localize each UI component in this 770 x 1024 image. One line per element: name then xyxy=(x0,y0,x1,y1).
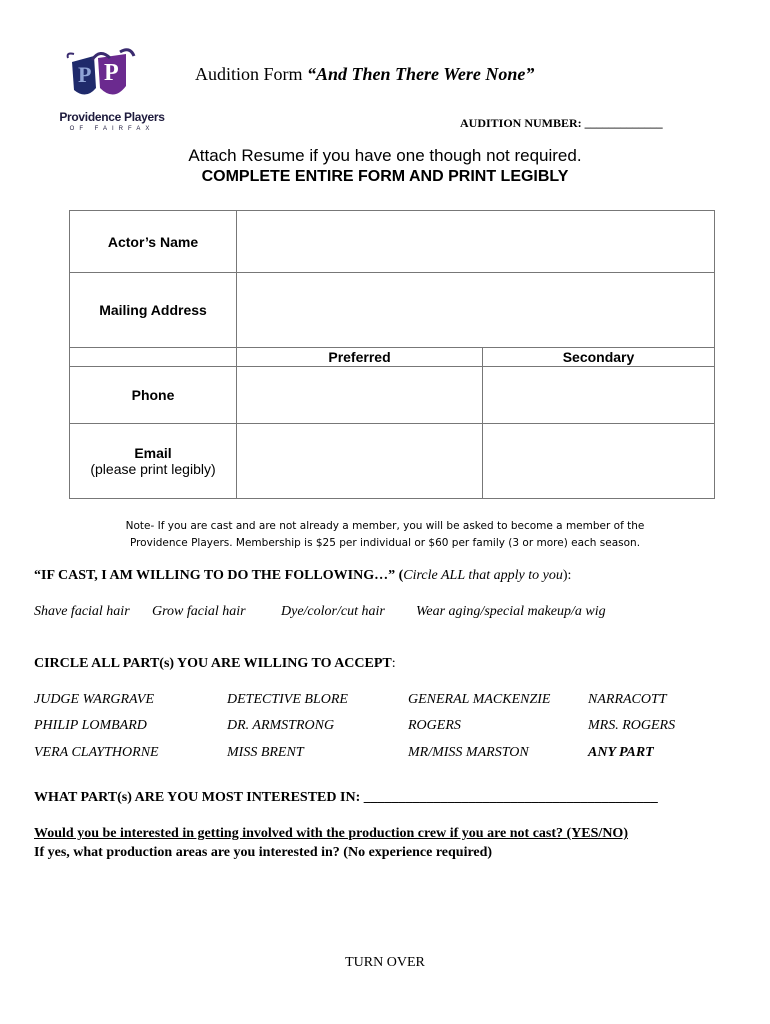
email-label: Email xyxy=(134,445,172,461)
theater-masks-icon xyxy=(64,48,164,118)
logo-subtitle: OF FAIRFAX xyxy=(69,126,155,132)
part-marston[interactable]: MR/MISS MARSTON xyxy=(408,745,529,760)
svg-text:P: P xyxy=(78,62,92,87)
part-dr-armstrong[interactable]: DR. ARMSTRONG xyxy=(227,718,335,733)
actor-name-label: Actor’s Name xyxy=(70,211,237,273)
svg-text:P: P xyxy=(104,60,119,86)
willing-heading xyxy=(34,568,571,584)
membership-note xyxy=(0,518,770,552)
preferred-header: Preferred xyxy=(237,348,483,367)
blank-header-cell xyxy=(70,348,237,367)
part-vera-claythorne[interactable]: VERA CLAYTHORNE xyxy=(34,745,159,760)
contact-header-row xyxy=(70,348,715,367)
parts-heading-text: CIRCLE ALL PART(s) YOU ARE WILLING TO ACCEPT xyxy=(34,656,392,671)
actor-name-row xyxy=(70,211,715,273)
part-judge-wargrave[interactable]: JUDGE WARGRAVE xyxy=(34,692,155,707)
preferred-phone-field[interactable] xyxy=(237,367,483,424)
email-note: (please print legibly) xyxy=(90,461,216,477)
audition-number-field: AUDITION NUMBER: _____________ xyxy=(460,116,663,130)
phone-label: Phone xyxy=(70,367,237,424)
attach-resume-instruction: Attach Resume if you have one though not required. xyxy=(188,146,582,165)
form-title xyxy=(195,64,534,85)
crew-areas-question: If yes, what production areas are you interested in? (No experience required) xyxy=(34,845,493,860)
actor-info-table xyxy=(69,210,715,499)
show-title: “And Then There Were None” xyxy=(307,64,535,84)
mailing-address-row xyxy=(70,273,715,348)
willing-close: ): xyxy=(562,568,572,583)
actor-name-field[interactable] xyxy=(237,211,715,273)
secondary-email-field[interactable] xyxy=(483,424,715,499)
part-narracott[interactable]: NARRACOTT xyxy=(588,692,667,707)
mailing-address-label: Mailing Address xyxy=(70,273,237,348)
most-interested-field[interactable]: WHAT PART(s) ARE YOU MOST INTERESTED IN: __________________________________________ xyxy=(34,790,658,805)
mailing-address-field[interactable] xyxy=(237,273,715,348)
email-label-cell xyxy=(70,424,237,499)
parts-heading-colon: : xyxy=(391,656,396,671)
option-grow[interactable]: Grow facial hair xyxy=(152,604,246,619)
note-line-1: Note- If you are cast and are not already a member, you will be asked to become a member of the xyxy=(125,520,645,532)
preferred-email-field[interactable] xyxy=(237,424,483,499)
email-row xyxy=(70,424,715,499)
phone-row xyxy=(70,367,715,424)
part-mrs-rogers[interactable]: MRS. ROGERS xyxy=(588,718,676,733)
part-miss-brent[interactable]: MISS BRENT xyxy=(227,745,304,760)
part-general-mackenzie[interactable]: GENERAL MACKENZIE xyxy=(408,692,551,707)
part-philip-lombard[interactable]: PHILIP LOMBARD xyxy=(34,718,147,733)
complete-form-instruction: COMPLETE ENTIRE FORM AND PRINT LEGIBLY xyxy=(201,168,569,185)
option-shave[interactable]: Shave facial hair xyxy=(34,604,130,619)
part-rogers[interactable]: ROGERS xyxy=(408,718,461,733)
note-line-2: Providence Players. Membership is $25 per individual or $60 per family (3 or more) each season. xyxy=(129,537,641,549)
willing-instruction: Circle ALL that apply to you xyxy=(403,568,563,583)
option-dye[interactable]: Dye/color/cut hair xyxy=(281,604,385,619)
title-prefix: Audition Form xyxy=(195,64,308,84)
secondary-phone-field[interactable] xyxy=(483,367,715,424)
secondary-header: Secondary xyxy=(483,348,715,367)
logo-name: Providence Players xyxy=(59,110,165,124)
part-any[interactable]: ANY PART xyxy=(588,745,654,760)
crew-question: Would you be interested in getting involved with the production crew if you are not cast? (YES/NO) xyxy=(34,826,628,841)
parts-heading xyxy=(34,656,396,672)
part-detective-blore[interactable]: DETECTIVE BLORE xyxy=(227,692,348,707)
turn-over-footer: TURN OVER xyxy=(345,955,425,970)
option-makeup[interactable]: Wear aging/special makeup/a wig xyxy=(416,604,606,619)
willing-heading-text: “IF CAST, I AM WILLING TO DO THE FOLLOWING…” ( xyxy=(34,568,404,583)
